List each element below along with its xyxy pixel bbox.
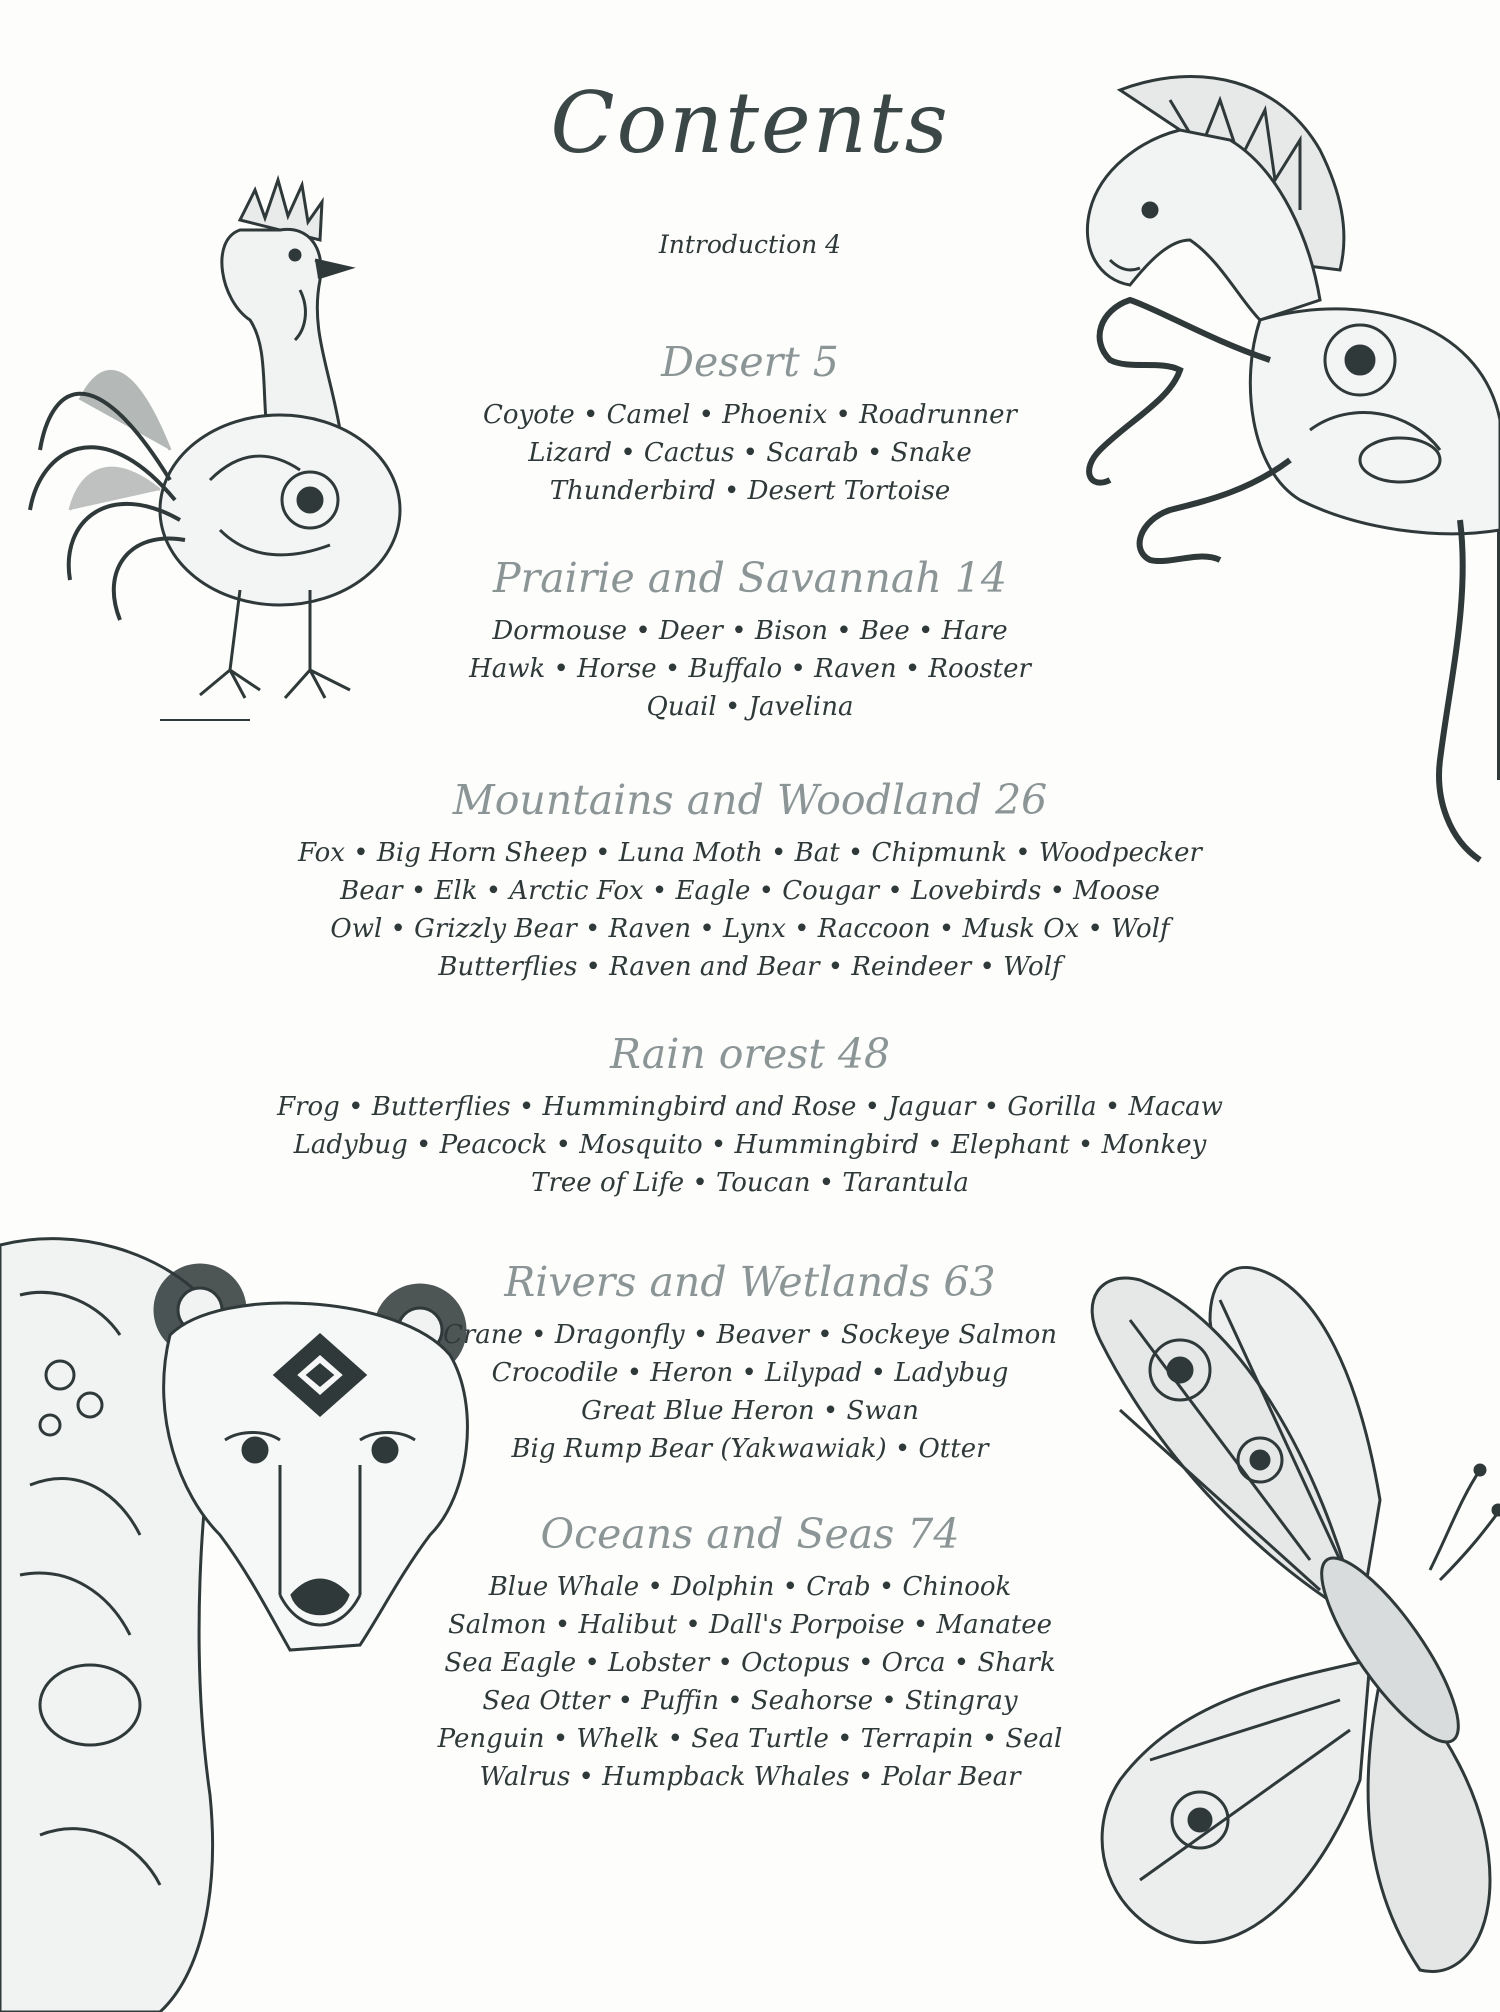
section-line: Butterflies • Raven and Bear • Reindeer • Wolf: [438, 952, 1062, 982]
section-line: Quail • Javelina: [646, 692, 854, 722]
section-heading: Desert 5: [661, 338, 839, 386]
section-oceans-and-seas: [250, 1510, 1250, 1796]
section-line: Bear • Elk • Arctic Fox • Eagle • Cougar • Lovebirds • Moose: [340, 876, 1160, 906]
section-prairie-and-savannah: [250, 554, 1250, 726]
section-line: Lizard • Cactus • Scarab • Snake: [528, 438, 972, 468]
section-heading: Mountains and Woodland 26: [452, 776, 1048, 824]
section-mountains-and-woodland: [250, 776, 1250, 986]
section-desert: [250, 338, 1250, 510]
section-line: Hawk • Horse • Buffalo • Raven • Rooster: [469, 654, 1031, 684]
section-rainforest: [250, 1030, 1250, 1202]
section-line: Coyote • Camel • Phoenix • Roadrunner: [483, 400, 1017, 430]
section-line: Ladybug • Peacock • Mosquito • Hummingbird • Elephant • Monkey: [293, 1130, 1207, 1160]
section-line: Penguin • Whelk • Sea Turtle • Terrapin • Seal: [437, 1724, 1063, 1754]
section-line: Sea Eagle • Lobster • Octopus • Orca • Shark: [444, 1648, 1056, 1678]
section-line: Thunderbird • Desert Tortoise: [549, 476, 951, 506]
section-line: Crane • Dragonfly • Beaver • Sockeye Salmon: [442, 1320, 1058, 1350]
section-rivers-and-wetlands: [250, 1258, 1250, 1468]
section-line: Crocodile • Heron • Lilypad • Ladybug: [491, 1358, 1009, 1388]
section-heading: Rain orest 48: [609, 1030, 891, 1078]
section-line: Big Rump Bear (Yakwawiak) • Otter: [511, 1434, 989, 1464]
section-heading: Rivers and Wetlands 63: [504, 1258, 996, 1306]
section-line: Frog • Butterflies • Hummingbird and Rose • Jaguar • Gorilla • Macaw: [277, 1092, 1223, 1122]
section-line: Walrus • Humpback Whales • Polar Bear: [479, 1762, 1021, 1792]
section-line: Dormouse • Deer • Bison • Bee • Hare: [492, 616, 1008, 646]
section-line: Fox • Big Horn Sheep • Luna Moth • Bat • Chipmunk • Woodpecker: [298, 838, 1202, 868]
section-line: Salmon • Halibut • Dall's Porpoise • Manatee: [447, 1610, 1053, 1640]
section-line: Great Blue Heron • Swan: [581, 1396, 919, 1426]
page-title: Contents: [550, 74, 950, 172]
section-heading: Oceans and Seas 74: [540, 1510, 960, 1558]
section-line: Sea Otter • Puffin • Seahorse • Stingray: [482, 1686, 1018, 1716]
section-line: Owl • Grizzly Bear • Raven • Lynx • Raccoon • Musk Ox • Wolf: [330, 914, 1170, 944]
introduction-entry: Introduction 4: [658, 230, 842, 259]
section-line: Blue Whale • Dolphin • Crab • Chinook: [488, 1572, 1012, 1602]
section-heading: Prairie and Savannah 14: [493, 554, 1007, 602]
section-line: Tree of Life • Toucan • Tarantula: [531, 1168, 969, 1198]
